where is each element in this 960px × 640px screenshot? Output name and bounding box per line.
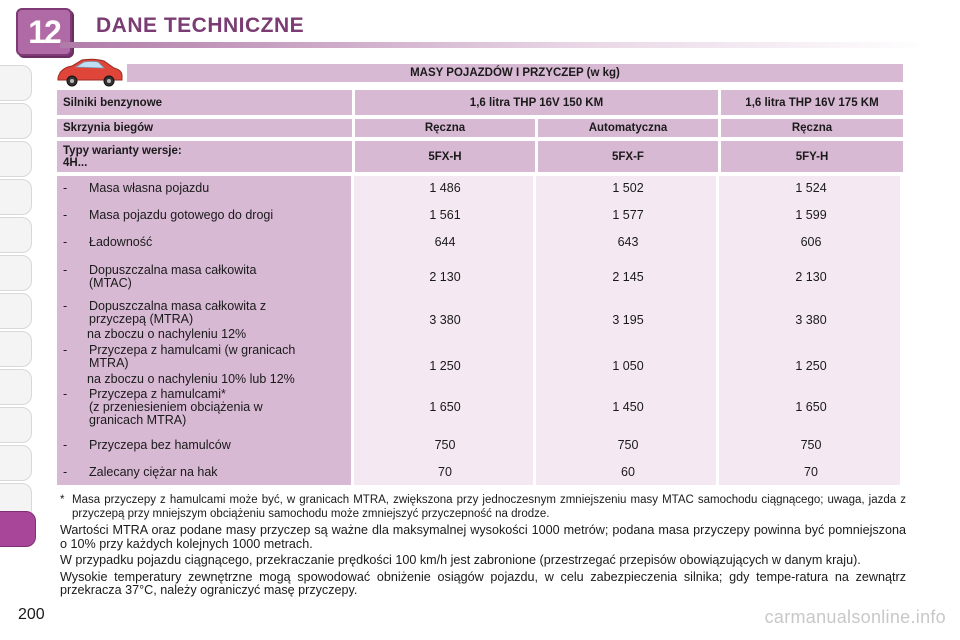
row-value: 1 502: [612, 181, 644, 195]
row-value: 3 195: [612, 313, 644, 327]
gearbox-3: Ręczna: [721, 119, 903, 137]
row-value: 2 145: [612, 270, 644, 284]
row-label: Masa własna pojazdu: [89, 181, 210, 195]
row-label: Masa pojazdu gotowego do drogi: [89, 208, 274, 222]
chapter-number-badge: 12: [16, 8, 72, 56]
chapter-tab-active[interactable]: [0, 511, 36, 547]
watermark: carmanualsonline.info: [764, 607, 946, 627]
chapter-tab[interactable]: [0, 407, 32, 443]
row-value: 644: [434, 235, 456, 249]
row-label-line3: granicach MTRA): [89, 413, 187, 427]
row-value: 70: [804, 465, 818, 479]
type-3: 5FY-H: [721, 141, 903, 172]
engine-1: 1,6 litra THP 16V 150 KM: [355, 90, 718, 115]
row-value: 750: [800, 438, 822, 452]
chapter-tab[interactable]: [0, 369, 32, 405]
footnote: * Masa przyczepy z hamulcami może być, w granicach MTRA, zwiększona przy jednoczesnym zmniejszeniu masy MTAC samochodu ciągnącego; uwaga, jazda z przyczepą przy mniejszym obciążeniu samochodu może zmniejszyć przyczepność na drodze.: [60, 494, 906, 520]
note-paragraph: Wysokie temperatury zewnętrzne mogą spowodować obniżenie osiągów pojazdu, w celu zabezpieczenia silnika; gdy tempe-ratura na zewnątrz przekracza 37°C, należy ograniczyć masę przyczepy.: [60, 569, 906, 597]
chapter-tab[interactable]: [0, 255, 32, 291]
chapter-tab[interactable]: [0, 103, 32, 139]
row-label-line2: MTRA): [89, 356, 129, 370]
table-title: MASY POJAZDÓW I PRZYCZEP (w kg): [127, 64, 903, 82]
page-title: DANE TECHNICZNE: [96, 14, 305, 37]
row-value: 1 524: [795, 181, 827, 195]
row-value: 1 050: [612, 359, 644, 373]
gearbox-label: Skrzynia biegów: [57, 119, 352, 137]
row-value: 1 650: [429, 400, 461, 414]
engines-label: Silniki benzynowe: [57, 90, 352, 115]
row-value: 60: [621, 465, 635, 479]
gearbox-1: Ręczna: [355, 119, 535, 137]
car-icon: [54, 56, 126, 88]
header-divider: [60, 42, 930, 48]
chapter-tab[interactable]: [0, 179, 32, 215]
row-label-line2: (z przeniesieniem obciążenia w: [89, 400, 263, 414]
types-label-line2: 4H...: [63, 156, 88, 169]
note-paragraph: W przypadku pojazdu ciągnącego, przekraczanie prędkości 100 km/h jest zabronione (przestrzegać przepisów obowiązujących w danym kraju).: [60, 553, 861, 567]
row-sublabel: na zboczu o nachyleniu 12%: [87, 327, 247, 341]
row-value: 1 650: [795, 400, 827, 414]
row-value: 643: [617, 235, 639, 249]
types-label-line1: Typy warianty wersje:: [63, 144, 182, 157]
row-value: 750: [434, 438, 456, 452]
row-label: Zalecany ciężar na hak: [89, 465, 218, 479]
row-value: 1 486: [429, 181, 461, 195]
row-value: 3 380: [795, 313, 827, 327]
row-value: 606: [800, 235, 822, 249]
row-sublabel: na zboczu o nachyleniu 10% lub 12%: [87, 372, 295, 386]
row-label: Ładowność: [89, 235, 153, 249]
row-label: Dopuszczalna masa całkowita: [89, 263, 257, 277]
row-value: 1 250: [429, 359, 461, 373]
row-value: 2 130: [429, 270, 461, 284]
row-label: Przyczepa z hamulcami*: [89, 387, 226, 401]
type-2: 5FX-F: [538, 141, 718, 172]
type-1: 5FX-H: [355, 141, 535, 172]
notes: [60, 494, 906, 601]
row-label: Przyczepa bez hamulców: [89, 438, 231, 452]
row-value: 1 561: [429, 208, 461, 222]
page-number: 200: [18, 606, 45, 623]
row-value: 1 577: [612, 208, 644, 222]
row-label: Dopuszczalna masa całkowita z: [89, 299, 267, 313]
chapter-tab[interactable]: [0, 141, 32, 177]
row-value: 70: [438, 465, 452, 479]
row-value: 1 250: [795, 359, 827, 373]
row-value: 3 380: [429, 313, 461, 327]
chapter-tab[interactable]: [0, 65, 32, 101]
note-paragraph: Wartości MTRA oraz podane masy przyczep są ważne dla maksymalnej wysokości 1000 metrów; podana masa przyczepy powinna być pomniejszona o 10% przy każdych kolejnych 1000 metrach.: [60, 523, 906, 551]
row-value: 2 130: [795, 270, 827, 284]
row-value: 1 450: [612, 400, 644, 414]
chapter-tab[interactable]: [0, 331, 32, 367]
gearbox-2: Automatyczna: [538, 119, 718, 137]
chapter-tab[interactable]: [0, 217, 32, 253]
weights-table: MASY POJAZDÓW I PRZYCZEP (w kg) Silniki benzynowe 1,6 litra THP 16V 150 KM 1,6 litra THP 16V 175 KM Skrzynia biegów Ręczna Automatyczna Ręczna Typy warianty wersje: 4H... 5FX-H 5FX-F 5FY-H - Masa własna pojazdu 1 486 1 502 1 524 - Masa pojazdu gotowego do drogi 1 561 1 577 1 599 - Ładowność 644 643 606 - Dopuszczalna masa całkowita (MTAC) 2 130 2 145 2 130 - Dopuszczalna masa całkowita z przyczepą (MTRA) na zboczu o nachyleniu 12% 3 380 3 195 3 380 - Przyczepa z hamulcami (w granicach MTRA) na zboczu o nachyleniu 10% lub 12% 1 250 1 050 1 250 - Przyczepa z hamulcami* (z przeniesieniem obciążenia w granicach MTRA) 1 650 1 450 1 650 - Przyczepa bez hamulców 750 750 750 - Zalecany ciężar na hak 70 60 70: [57, 64, 903, 485]
chapter-tabs: [0, 55, 40, 575]
row-label-line2: (MTAC): [89, 276, 132, 290]
row-value: 750: [617, 438, 639, 452]
chapter-tab[interactable]: [0, 293, 32, 329]
chapter-tab[interactable]: [0, 445, 32, 481]
row-label-line2: przyczepą (MTRA): [89, 312, 194, 326]
row-label: Przyczepa z hamulcami (w granicach: [89, 343, 296, 357]
engine-2: 1,6 litra THP 16V 175 KM: [721, 90, 903, 115]
row-value: 1 599: [795, 208, 827, 222]
types-label: [57, 141, 352, 172]
